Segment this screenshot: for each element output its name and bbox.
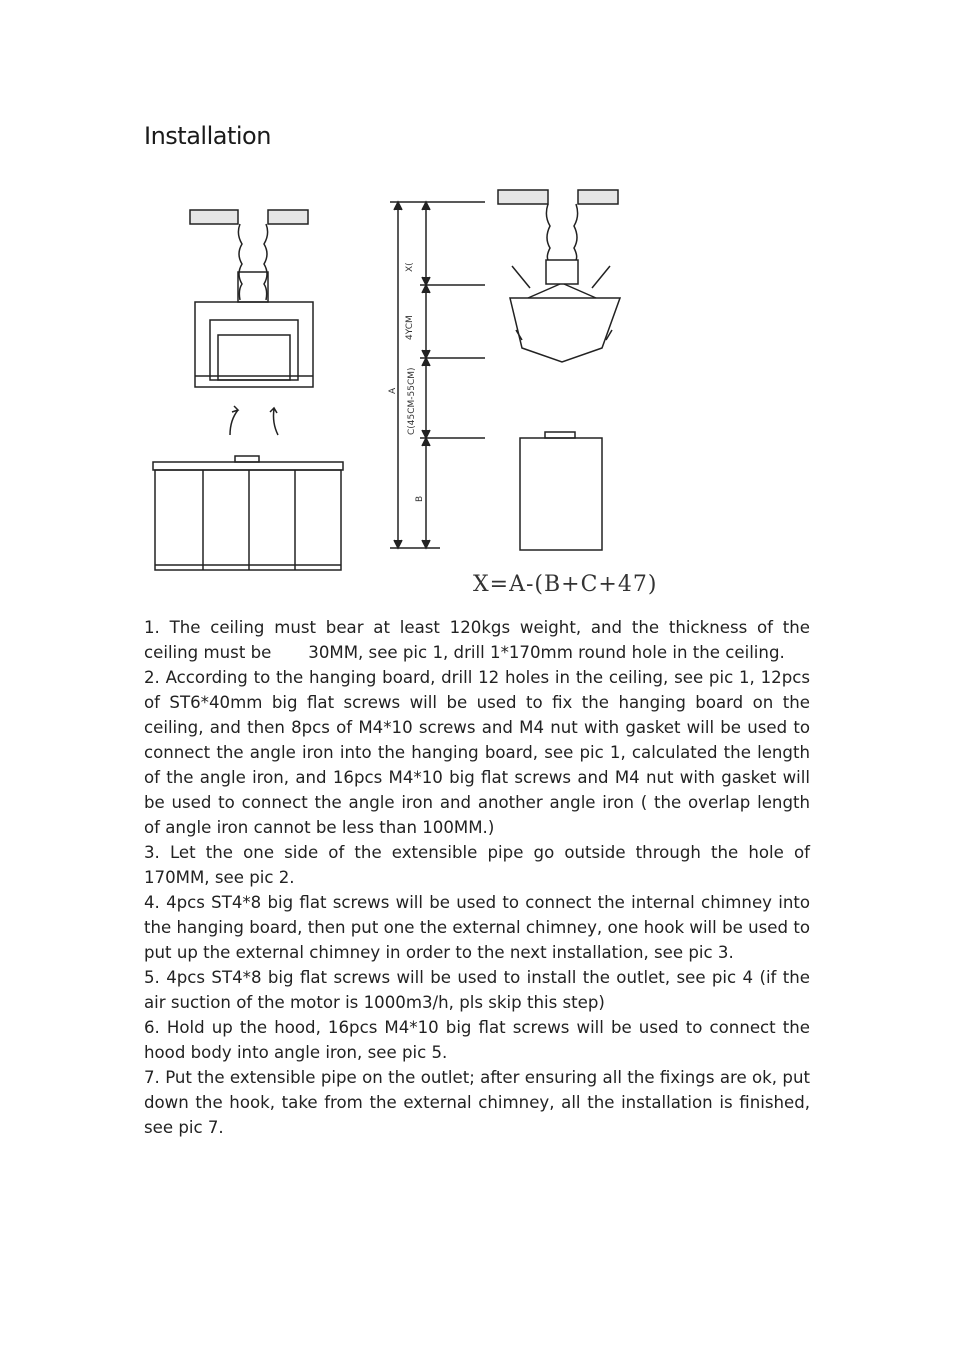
dim-label-x: X( [405, 262, 415, 272]
dim-label-c: C(45CM-55CM) [407, 367, 417, 435]
cabinet-body [155, 470, 341, 570]
ceiling-slab-right-2 [578, 190, 618, 204]
step-7: 7. Put the extensible pipe on the outlet; after ensuring all the fixings are ok, put down the hook, take from the external chimney, all the installation is finished, see pic 7. [144, 1068, 810, 1137]
dim-label-y: 4YCM [405, 315, 415, 340]
step-1: 1. The ceiling must bear at least 120kgs weight, and the thickness of the ceiling must be 30MM, see pic 1, drill 1*170mm round hole in the ceiling. [144, 618, 810, 662]
height-formula: X=A-(B+C+47) [473, 572, 658, 597]
hood-canopy [510, 298, 620, 362]
airflow-arrow-right [270, 408, 278, 435]
side-hob [545, 432, 575, 438]
step-2: 2. According to the hanging board, drill 12 holes in the ceiling, see pic 1, 12pcs of ST6*40mm big flat screws will be used to fix the hanging board on the ceiling, and then 8pcs of M4*10 screws and M4 nut with gasket will be used to connect the angle iron into the hanging board, see pic 1, calculated the length of the angle iron, and 16pcs M4*10 big flat screws and M4 nut with gasket will be used to connect the angle iron and another angle iron ( the overlap length of angle iron cannot be less than 100MM.) [144, 668, 810, 837]
installation-steps [144, 615, 810, 1140]
step-4: 4. 4pcs ST4*8 big flat screws will be used to connect the internal chimney into the hanging board, then put one the external chimney, one hook will be used to put up the external chimney in order to the next installation, see pic 3. [144, 893, 810, 962]
ceiling-slab-left [190, 210, 238, 224]
step-6: 6. Hold up the hood, 16pcs M4*10 big flat screws will be used to connect the hood body into angle iron, see pic 5. [144, 1018, 810, 1062]
ceiling-slab-left-2 [498, 190, 548, 204]
installation-diagram [140, 180, 680, 610]
hood-inner-panel [218, 335, 290, 380]
page-title: Installation [144, 122, 271, 150]
duct-left-edge [238, 224, 242, 300]
ceiling-slab-right [268, 210, 308, 224]
step-3: 3. Let the one side of the extensible pipe go outside through the hole of 170MM, see pic 2. [144, 843, 810, 887]
duct-right-edge [264, 224, 268, 300]
hood-front-panel [210, 320, 298, 380]
hood-body [195, 302, 313, 387]
countertop [153, 462, 343, 470]
outlet-collar [238, 272, 268, 302]
side-cabinet [520, 438, 602, 550]
outlet-collar-2 [546, 260, 578, 284]
hob [235, 456, 259, 462]
airflow-arrow-left [230, 406, 238, 435]
dim-label-a: A [388, 387, 398, 394]
dim-label-b: B [415, 495, 425, 502]
step-5: 5. 4pcs ST4*8 big flat screws will be used to install the outlet, see pic 4 (if the air suction of the motor is 1000m3/h, pls skip this step) [144, 968, 810, 1012]
